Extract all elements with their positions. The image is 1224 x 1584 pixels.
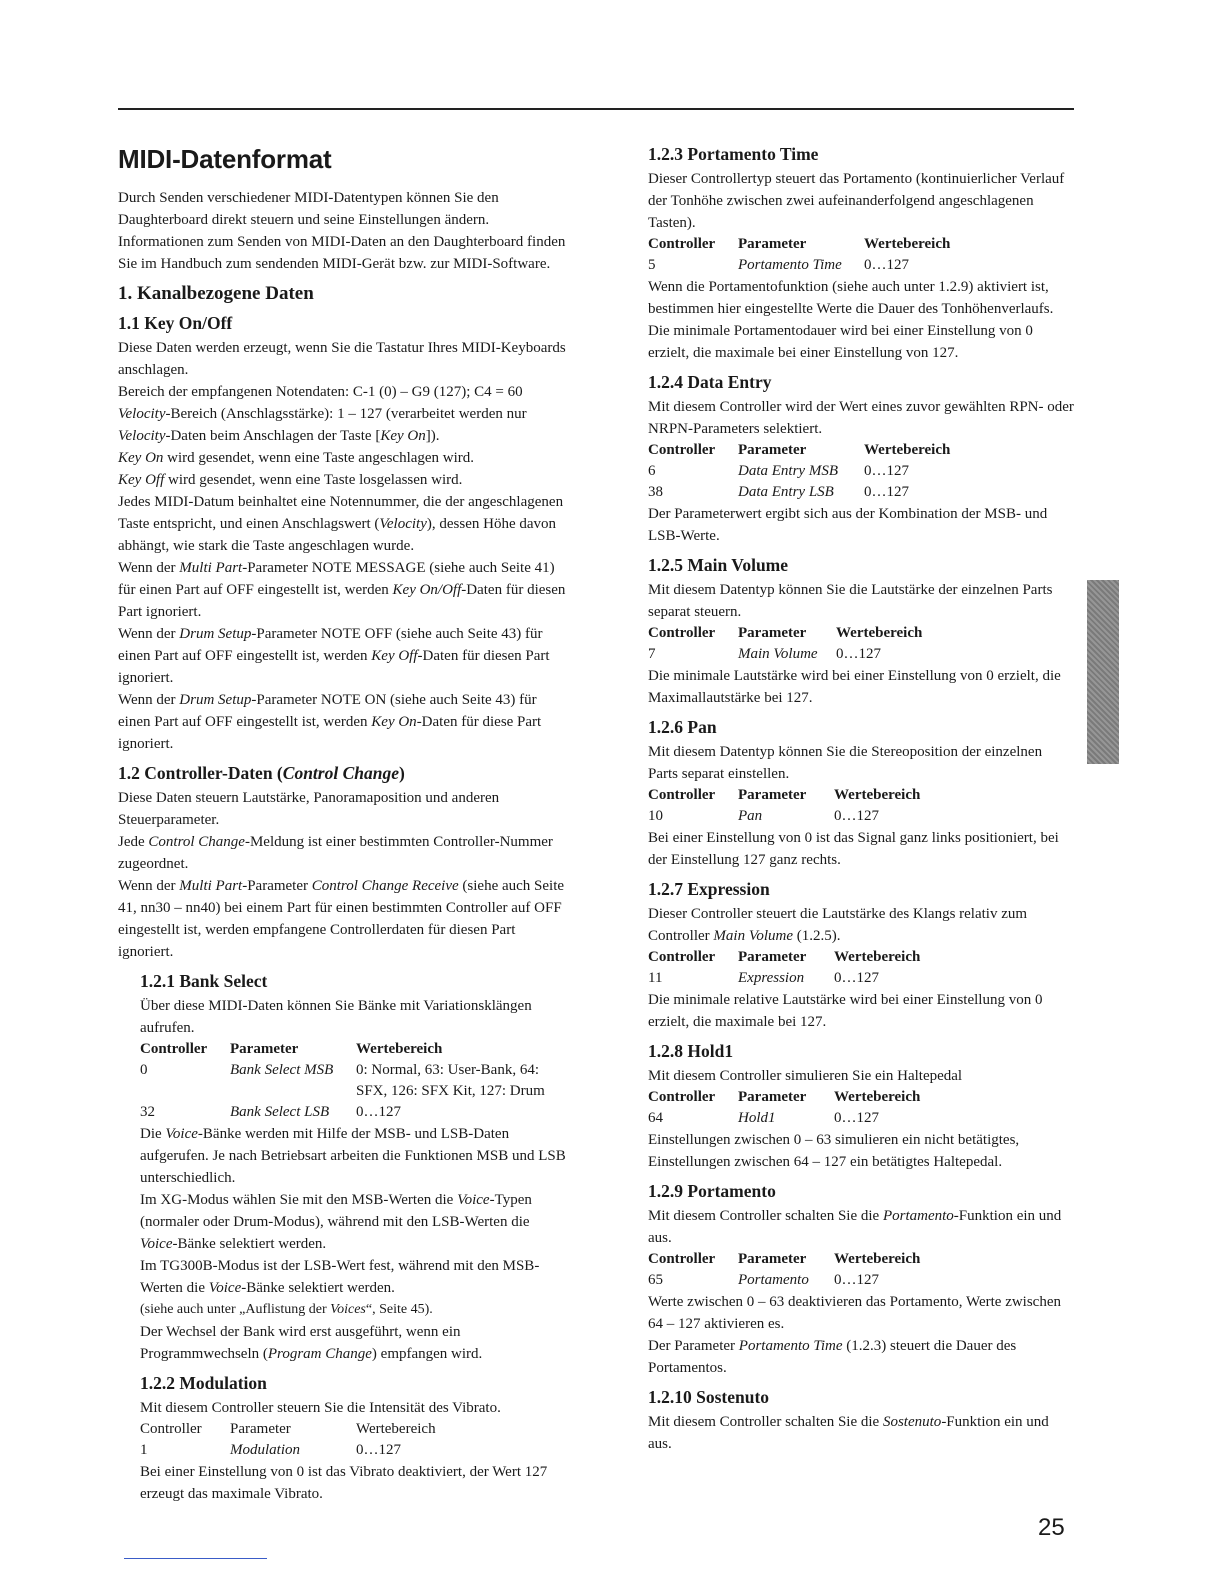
col-parameter: Parameter (738, 442, 807, 458)
s11-p7-i: Multi Part (179, 560, 243, 576)
s1210-p1 (648, 1411, 1074, 1455)
cell-controller: 5 (648, 257, 656, 273)
cell-controller: 0 (140, 1062, 148, 1078)
s11-p8c: -Daten für diesen Part ignoriert. (118, 648, 550, 686)
s12-p3-i: Multi Part (179, 878, 243, 894)
s121-p4a: Im TG300B-Modus ist der LSB-Wert fest, während mit den MSB-Werten die (140, 1258, 540, 1296)
s11-p9b: -Parameter NOTE ON (siehe auch Seite 43) für einen Part auf OFF eingestellt ist, werden (118, 692, 537, 730)
s11-p7 (118, 557, 566, 623)
s1210-p1a: Mit diesem Controller schalten Sie die (648, 1414, 883, 1430)
col-range: Wertebereich (356, 1041, 443, 1057)
table-header-row (648, 1249, 1074, 1270)
s12-p3-i2: Control Change Receive (311, 878, 459, 894)
s11-p3-end: ]). (425, 428, 440, 444)
s129-table (648, 1249, 1074, 1291)
table-header-row (648, 947, 1074, 968)
s126-p2: Bei einer Einstellung von 0 ist das Signal ganz links positioniert, bei der Einstellung 127 ganz rechts. (648, 830, 1059, 868)
s125-p2: Die minimale Lautstärke wird bei einer Einstellung von 0 erzielt, die Maximallautstärke bei 127. (648, 668, 1061, 706)
cell-range: 0…127 (864, 484, 909, 500)
cell-controller: 10 (648, 808, 663, 824)
s121-p6a: Der Wechsel der Bank wird erst ausgeführt, wenn ein Programmwechseln ( (140, 1324, 461, 1362)
page-title: MIDI-Datenformat (118, 144, 332, 174)
s121-p1: Über diese MIDI-Daten können Sie Bänke mit Variationsklängen aufrufen. (140, 998, 532, 1036)
col-controller: Controller (140, 1421, 202, 1437)
cell-parameter: Expression (738, 970, 805, 986)
s129-p3 (648, 1335, 1074, 1379)
cell-controller: 65 (648, 1272, 663, 1288)
s12-p1: Diese Daten steuern Lautstärke, Panoramaposition und anderen Steuerparameter. (118, 790, 500, 828)
s11-p6a: Jedes MIDI-Datum beinhaltet eine Notennummer, die der angeschlagenen Taste entspricht, und einen Anschlagswert ( (118, 494, 564, 532)
table-row (648, 1108, 1074, 1129)
section-1-1-heading: 1.1 Key On/Off (118, 313, 233, 333)
s12-title-b: ) (399, 763, 405, 783)
col-range: Wertebereich (834, 787, 921, 803)
s11-p9-i: Drum Setup (179, 692, 252, 708)
s122-table (140, 1419, 566, 1461)
s11-p4-rest: wird gesendet, wenn eine Taste angeschlagen wird. (163, 450, 475, 466)
s124-table (648, 440, 1074, 503)
col-range: Wertebereich (864, 236, 951, 252)
s11-p9-i2: Key On (371, 714, 417, 730)
section-1-2-5-heading: 1.2.5 Main Volume (648, 555, 789, 575)
s127-p2: Die minimale relative Lautstärke wird bei einer Einstellung von 0 erzielt, die maximale bei 127. (648, 992, 1043, 1030)
table-header-row (140, 1419, 566, 1440)
col-controller: Controller (648, 442, 716, 458)
s121-table (140, 1039, 566, 1123)
s11-p9 (118, 689, 566, 755)
s11-p1: Diese Daten werden erzeugt, wenn Sie die Tastatur Ihres MIDI-Keyboards anschlagen. (118, 340, 566, 378)
col-parameter: Parameter (738, 625, 807, 641)
col-controller: Controller (648, 787, 716, 803)
s11-p3-i3: Key On (380, 428, 426, 444)
s121-p2a: Die (140, 1126, 166, 1142)
s11-p3-rest2: -Daten beim Anschlagen der Taste [ (165, 428, 381, 444)
section-1-2-4-heading: 1.2.4 Data Entry (648, 372, 772, 392)
s11-p6-i: Velocity (379, 516, 427, 532)
col-controller: Controller (648, 1251, 716, 1267)
cell-controller: 32 (140, 1104, 155, 1120)
s12-p2b: -Meldung ist einer bestimmten Controller-Nummer zugeordnet. (118, 834, 553, 872)
s121-p5b: “, Seite 45). (365, 1302, 433, 1317)
col-controller: Controller (648, 949, 716, 965)
page-number: 25 (1038, 1514, 1065, 1541)
table-header-row (648, 785, 1074, 806)
cell-parameter: Portamento (738, 1272, 809, 1288)
s12-p2-i: Control Change (148, 834, 245, 850)
s128-p2: Einstellungen zwischen 0 – 63 simulieren ein nicht betätigtes, Einstellungen zwischen 64 – 127 ein betätigtes Haltepedal. (648, 1132, 1020, 1170)
col-range: Wertebereich (834, 1251, 921, 1267)
cell-range: 0…127 (864, 463, 909, 479)
s123-p3: Die minimale Portamentodauer wird bei einer Einstellung von 0 erzielt, die maximale bei einer Einstellung von 127. (648, 323, 1033, 361)
s11-p7c: -Daten für diesen Part ignoriert. (118, 582, 566, 620)
cell-range: 0…127 (834, 1272, 879, 1288)
cell-parameter: Data Entry MSB (738, 463, 838, 479)
cell-parameter: Modulation (230, 1442, 300, 1458)
table-row (648, 644, 1074, 665)
s121-p3-i2: Voice (140, 1236, 173, 1252)
section-1-2-2-heading: 1.2.2 Modulation (140, 1373, 267, 1393)
section-1-2-9-heading: 1.2.9 Portamento (648, 1181, 776, 1201)
s12-p3c: (siehe auch Seite 41, nn30 – nn40) bei einem Part für einen bestimmten Controller auf OFF eingestellt ist, werden empfangene Controllerdaten für diesen Part ignoriert. (118, 878, 565, 960)
s128-p1: Mit diesem Controller simulieren Sie ein Haltepedal (648, 1068, 963, 1084)
s127-p1-i: Main Volume (713, 928, 793, 944)
col-parameter: Parameter (738, 1251, 807, 1267)
intro-paragraph-1: Durch Senden verschiedener MIDI-Datentypen können Sie den Daughterboard direkt steuern und seine Einstellungen ändern. (118, 190, 499, 228)
col-range: Wertebereich (834, 949, 921, 965)
s121-p3 (140, 1189, 566, 1255)
intro-paragraph-2: Informationen zum Senden von MIDI-Daten an den Daughterboard finden Sie im Handbuch zum sendenden MIDI-Gerät bzw. zur MIDI-Software. (118, 234, 566, 272)
left-column (118, 138, 566, 1505)
footer-rule (124, 1558, 267, 1559)
s12-title-i: Control Change (282, 763, 399, 783)
s11-p8b: -Parameter NOTE OFF (siehe auch Seite 43) für einen Part auf OFF eingestellt ist, werden (118, 626, 543, 664)
col-range: Wertebereich (356, 1421, 436, 1437)
table-row (648, 255, 1074, 276)
s127-table (648, 947, 1074, 989)
s12-p3 (118, 875, 566, 963)
s121-p2b: -Bänke werden mit Hilfe der MSB- und LSB-Daten aufgerufen. Je nach Betriebsart arbeiten die Funktionen MSB und LSB unterschiedlich. (140, 1126, 566, 1186)
s12-p2 (118, 831, 566, 875)
section-1-2-3-heading: 1.2.3 Portamento Time (648, 144, 819, 164)
section-1-2-1-heading: 1.2.1 Bank Select (140, 971, 268, 991)
section-1-2-7-heading: 1.2.7 Expression (648, 879, 770, 899)
section-1-2-heading (118, 763, 566, 784)
s121-p5 (140, 1299, 566, 1321)
s11-p2: Bereich der empfangenen Notendaten: C-1 (0) – G9 (127); C4 = 60 (118, 384, 523, 400)
table-row (140, 1102, 566, 1123)
cell-range: 0…127 (834, 1110, 879, 1126)
cell-range: 0…127 (356, 1104, 401, 1120)
cell-parameter: Hold1 (738, 1110, 776, 1126)
s11-p5-i: Key Off (118, 472, 165, 488)
s125-p1: Mit diesem Datentyp können Sie die Lautstärke der einzelnen Parts separat steuern. (648, 582, 1053, 620)
s127-p1 (648, 903, 1074, 947)
s121-p4 (140, 1255, 566, 1299)
s121-p6b: ) empfangen wird. (371, 1346, 483, 1362)
table-row (648, 461, 1074, 482)
table-row (648, 1270, 1074, 1291)
table-row (648, 968, 1074, 989)
s124-p2: Der Parameterwert ergibt sich aus der Kombination der MSB- und LSB-Werte. (648, 506, 1048, 544)
s12-title-a: 1.2 Controller-Daten ( (118, 763, 283, 783)
cell-range: 0…127 (836, 646, 881, 662)
s11-p3-rest: -Bereich (Anschlagsstärke): 1 – 127 (verarbeitet werden nur (165, 406, 527, 422)
section-1-heading: 1. Kanalbezogene Daten (118, 283, 314, 304)
s124-p1: Mit diesem Controller wird der Wert eines zuvor gewählten RPN- oder NRPN-Parameters selektiert. (648, 399, 1074, 437)
table-header-row (648, 440, 1074, 461)
cell-parameter: Data Entry LSB (738, 484, 834, 500)
right-column (648, 136, 1074, 1455)
s129-p1a: Mit diesem Controller schalten Sie die (648, 1208, 883, 1224)
col-parameter: Parameter (738, 1089, 807, 1105)
s129-p3-i: Portamento Time (738, 1338, 843, 1354)
cell-controller: 7 (648, 646, 656, 662)
s1210-p1-i: Sostenuto (882, 1414, 942, 1430)
cell-parameter: Pan (738, 808, 763, 824)
table-row (648, 482, 1074, 503)
section-1-2-8-heading: 1.2.8 Hold1 (648, 1041, 734, 1061)
s11-p5-rest: wird gesendet, wenn eine Taste losgelassen wird. (164, 472, 463, 488)
cell-parameter: Portamento Time (738, 257, 842, 273)
s127-p1a: Dieser Controller steuert die Lautstärke des Klangs relativ zum Controller (648, 906, 1028, 944)
cell-parameter: Bank Select LSB (230, 1104, 330, 1120)
table-header-row (648, 1087, 1074, 1108)
cell-controller: 64 (648, 1110, 663, 1126)
s11-p7a: Wenn der (118, 560, 180, 576)
s126-table (648, 785, 1074, 827)
s12-p2a: Jede (118, 834, 149, 850)
s122-block (140, 1373, 566, 1505)
chapter-tab-marker (1087, 580, 1119, 764)
cell-controller: 1 (140, 1442, 148, 1458)
col-range: Wertebereich (864, 442, 951, 458)
table-header-row (648, 623, 1074, 644)
s121-p4b: -Bänke selektiert werden. (241, 1280, 395, 1296)
table-row (648, 806, 1074, 827)
s128-table (648, 1087, 1074, 1129)
s129-p1 (648, 1205, 1074, 1249)
cell-range: 0…127 (356, 1442, 401, 1458)
s11-p6b: ), dessen Höhe davon abhängt, wie stark die Taste angeschlagen wurde. (118, 516, 557, 554)
col-range: Wertebereich (834, 1089, 921, 1105)
cell-parameter: Bank Select MSB (230, 1062, 334, 1078)
s123-p2: Wenn die Portamentofunktion (siehe auch unter 1.2.9) aktiviert ist, bestimmen hier eingestellte Werte die Dauer des Tonhöhenverlaufs. (648, 279, 1054, 317)
s121-p5a: (siehe auch unter „Auflistung der (140, 1302, 331, 1317)
cell-range: 0: Normal, 63: User-Bank, 64: SFX, 126: SFX Kit, 127: Drum (356, 1062, 545, 1099)
section-1-2-6-heading: 1.2.6 Pan (648, 717, 717, 737)
s121-p4-i: Voice (208, 1280, 242, 1296)
s122-p1: Mit diesem Controller steuern Sie die Intensität des Vibrato. (140, 1400, 501, 1416)
col-controller: Controller (648, 625, 716, 641)
cell-parameter: Main Volume (738, 646, 818, 662)
col-parameter: Parameter (738, 787, 807, 803)
s121-p3b: -Typen (normaler oder Drum-Modus), während mit den LSB-Werten die (140, 1192, 532, 1230)
table-row (140, 1440, 566, 1461)
col-controller: Controller (648, 236, 716, 252)
cell-controller: 38 (648, 484, 663, 500)
s129-p1-i: Portamento (882, 1208, 954, 1224)
s11-p9c: -Daten für diese Part ignoriert. (118, 714, 542, 752)
s121-p3a: Im XG-Modus wählen Sie mit den MSB-Werten die (140, 1192, 458, 1208)
s129-p1b: -Funktion ein und aus. (648, 1208, 1062, 1246)
s121-p3c: -Bänke selektiert werden. (172, 1236, 327, 1252)
s11-p7-i2: Key On/Off (392, 582, 462, 598)
s129-p2: Werte zwischen 0 – 63 deaktivieren das Portamento, Werte zwischen 64 – 127 aktivieren es. (648, 1294, 1061, 1332)
s11-p7b: -Parameter NOTE MESSAGE (siehe auch Seite 41) für einen Part auf OFF eingestellt ist, werden (118, 560, 555, 598)
s121-p2-i: Voice (165, 1126, 198, 1142)
s126-p1: Mit diesem Datentyp können Sie die Stereoposition der einzelnen Parts separat einstellen. (648, 744, 1043, 782)
s12-p3a: Wenn der (118, 878, 180, 894)
s11-p8a: Wenn der (118, 626, 180, 642)
cell-range: 0…127 (834, 808, 879, 824)
s121-block (140, 971, 566, 1365)
table-row (140, 1060, 566, 1102)
s127-p1b: (1.2.5). (792, 928, 841, 944)
s11-p4-i: Key On (118, 450, 164, 466)
s11-p6 (118, 491, 566, 557)
s11-p3-i: Velocity (118, 406, 166, 422)
s121-p3-i: Voice (457, 1192, 490, 1208)
s129-p3a: Der Parameter (648, 1338, 739, 1354)
cell-controller: 11 (648, 970, 663, 986)
cell-range: 0…127 (834, 970, 879, 986)
s11-p8 (118, 623, 566, 689)
s11-p3-i2: Velocity (118, 428, 166, 444)
s11-p8-i2: Key Off (371, 648, 418, 664)
s11-p8-i: Drum Setup (179, 626, 252, 642)
col-controller: Controller (648, 1089, 716, 1105)
col-controller: Controller (140, 1041, 208, 1057)
col-parameter: Parameter (738, 949, 807, 965)
s123-table (648, 234, 1074, 276)
s11-p5 (118, 469, 566, 491)
col-range: Wertebereich (836, 625, 923, 641)
s11-p3 (118, 403, 566, 447)
col-parameter: Parameter (230, 1041, 299, 1057)
s121-p6-i: Program Change (267, 1346, 372, 1362)
s129-p3b: (1.2.3) steuert die Dauer des Portamentos. (648, 1338, 1017, 1376)
col-parameter: Parameter (230, 1421, 291, 1437)
cell-controller: 6 (648, 463, 656, 479)
s11-p4 (118, 447, 566, 469)
s125-table (648, 623, 1074, 665)
table-header-row (140, 1039, 566, 1060)
s1210-p1b: -Funktion ein und aus. (648, 1414, 1049, 1452)
cell-range: 0…127 (864, 257, 909, 273)
s12-p3b: -Parameter (242, 878, 312, 894)
s11-p9a: Wenn der (118, 692, 180, 708)
s122-p2: Bei einer Einstellung von 0 ist das Vibrato deaktiviert, der Wert 127 erzeugt das maximale Vibrato. (140, 1464, 548, 1502)
table-header-row (648, 234, 1074, 255)
header-rule (118, 108, 1074, 110)
s121-p6 (140, 1321, 566, 1365)
s123-p1: Dieser Controllertyp steuert das Portamento (kontinuierlicher Verlauf der Tonhöhe zwischen zwei aufeinanderfolgend angeschlagenen Tasten). (648, 171, 1065, 231)
col-parameter: Parameter (738, 236, 807, 252)
s121-p5-i: Voices (330, 1302, 366, 1317)
section-1-2-10-heading: 1.2.10 Sostenuto (648, 1387, 770, 1407)
s121-p2 (140, 1123, 566, 1189)
